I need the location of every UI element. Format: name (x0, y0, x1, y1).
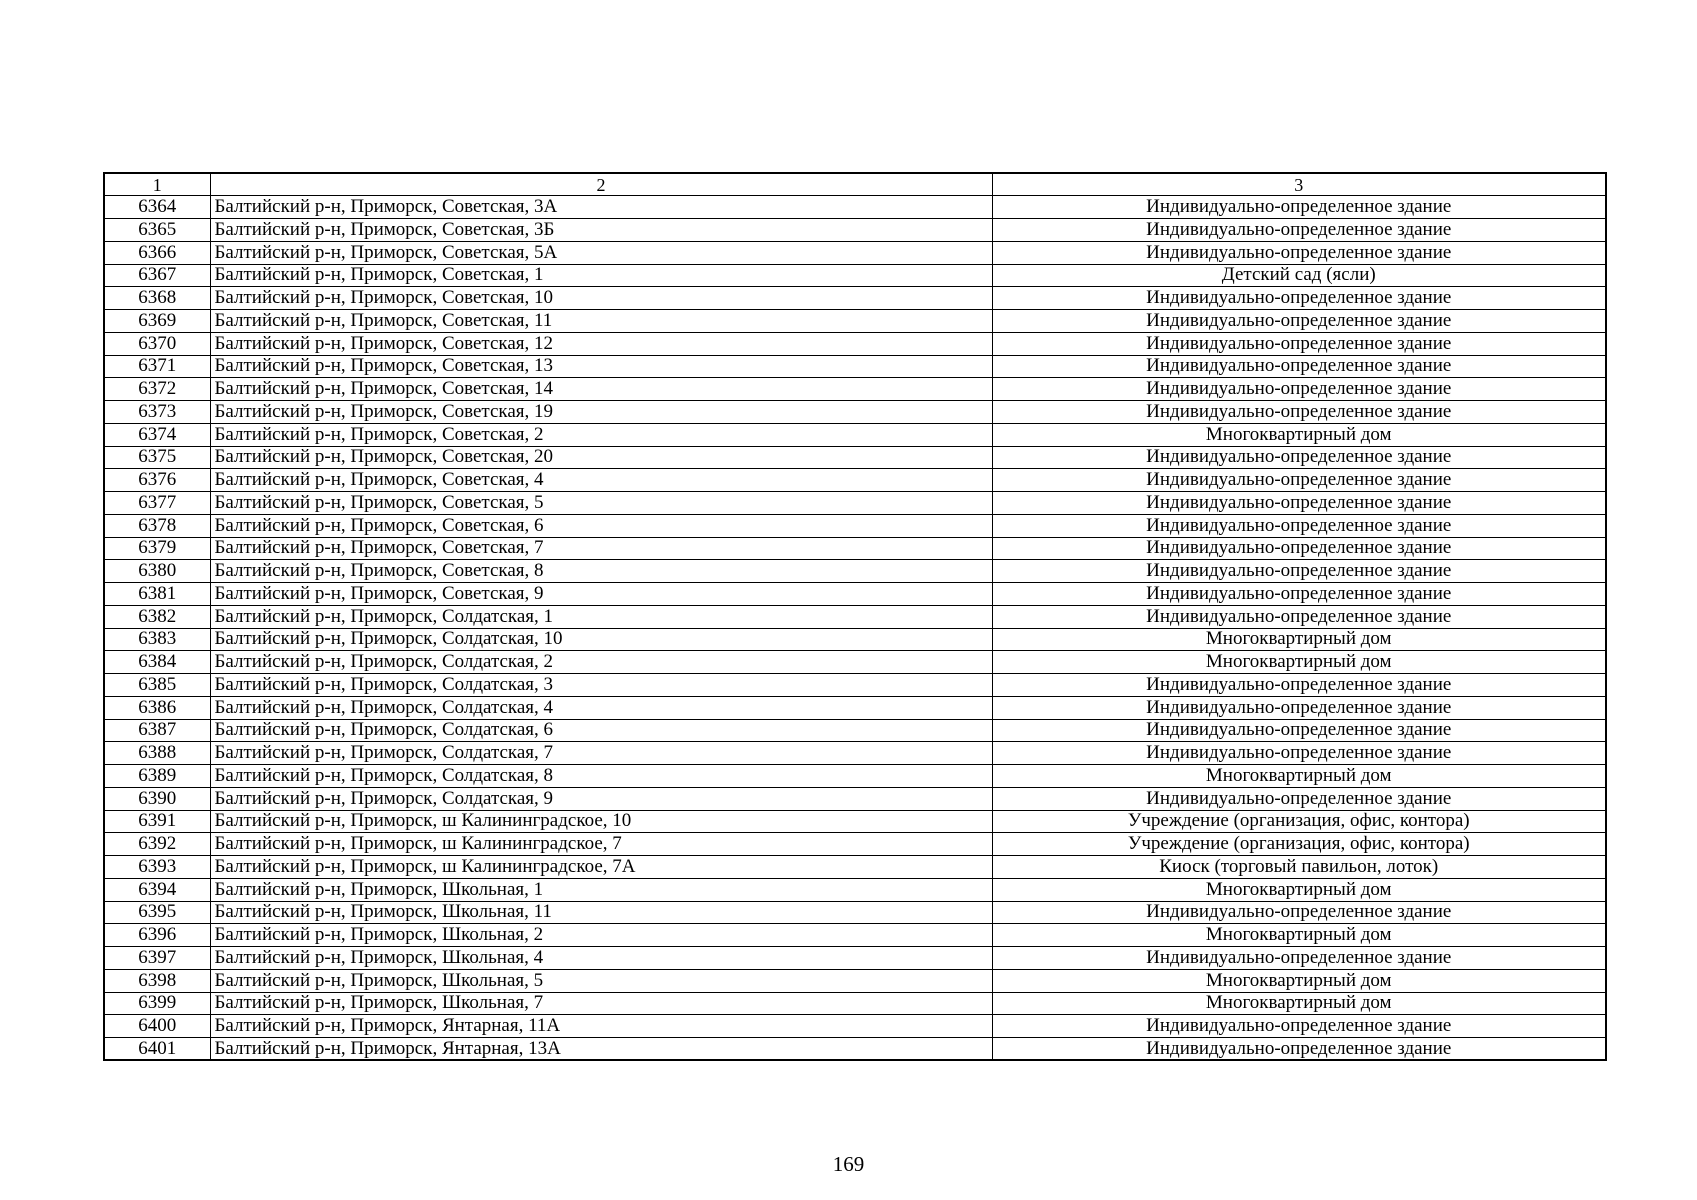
address-cell: Балтийский р-н, Приморск, Янтарная, 13А (210, 1038, 992, 1061)
table-row (104, 1015, 1606, 1038)
table-row (104, 742, 1606, 765)
object-type-cell: Индивидуально-определенное здание (992, 901, 1606, 924)
address-cell: Балтийский р-н, Приморск, Солдатская, 7 (210, 742, 992, 765)
address-cell: Балтийский р-н, Приморск, Школьная, 2 (210, 924, 992, 947)
column-header-address: 2 (210, 173, 992, 196)
object-type-cell: Индивидуально-определенное здание (992, 719, 1606, 742)
row-number-cell: 6384 (104, 651, 210, 674)
row-number-cell: 6378 (104, 514, 210, 537)
row-number-cell: 6400 (104, 1015, 210, 1038)
row-number-cell: 6396 (104, 924, 210, 947)
object-type-cell: Индивидуально-определенное здание (992, 514, 1606, 537)
object-type-cell: Индивидуально-определенное здание (992, 219, 1606, 242)
row-number-cell: 6373 (104, 401, 210, 424)
row-number-cell: 6390 (104, 787, 210, 810)
address-cell: Балтийский р-н, Приморск, ш Калининградское, 7А (210, 856, 992, 879)
object-type-cell: Индивидуально-определенное здание (992, 1015, 1606, 1038)
table-row (104, 992, 1606, 1015)
address-cell: Балтийский р-н, Приморск, Солдатская, 2 (210, 651, 992, 674)
object-type-cell: Многоквартирный дом (992, 992, 1606, 1015)
address-cell: Балтийский р-н, Приморск, Советская, 5 (210, 492, 992, 515)
address-cell: Балтийский р-н, Приморск, Советская, 11 (210, 310, 992, 333)
address-cell: Балтийский р-н, Приморск, Советская, 10 (210, 287, 992, 310)
object-type-cell: Индивидуально-определенное здание (992, 605, 1606, 628)
object-type-cell: Киоск (торговый павильон, лоток) (992, 856, 1606, 879)
object-type-cell: Детский сад (ясли) (992, 264, 1606, 287)
address-cell: Балтийский р-н, Приморск, ш Калининградское, 7 (210, 833, 992, 856)
address-cell: Балтийский р-н, Приморск, Солдатская, 8 (210, 765, 992, 788)
object-type-cell: Многоквартирный дом (992, 628, 1606, 651)
address-cell: Балтийский р-н, Приморск, Советская, 14 (210, 378, 992, 401)
address-cell: Балтийский р-н, Приморск, Советская, 8 (210, 560, 992, 583)
row-number-cell: 6370 (104, 332, 210, 355)
address-cell: Балтийский р-н, Приморск, Школьная, 4 (210, 947, 992, 970)
address-cell: Балтийский р-н, Приморск, Школьная, 7 (210, 992, 992, 1015)
address-cell: Балтийский р-н, Приморск, Советская, 9 (210, 583, 992, 606)
object-type-cell: Индивидуально-определенное здание (992, 355, 1606, 378)
address-cell: Балтийский р-н, Приморск, Советская, 13 (210, 355, 992, 378)
address-cell: Балтийский р-н, Приморск, Советская, 4 (210, 469, 992, 492)
address-cell: Балтийский р-н, Приморск, Советская, 20 (210, 446, 992, 469)
address-cell: Балтийский р-н, Приморск, Советская, 3А (210, 196, 992, 219)
table-row (104, 264, 1606, 287)
object-type-cell: Индивидуально-определенное здание (992, 492, 1606, 515)
table-header-row (104, 173, 1606, 196)
table-row (104, 628, 1606, 651)
row-number-cell: 6391 (104, 810, 210, 833)
table-row (104, 537, 1606, 560)
table-row (104, 810, 1606, 833)
table-row (104, 1038, 1606, 1061)
address-cell: Балтийский р-н, Приморск, Советская, 3Б (210, 219, 992, 242)
row-number-cell: 6368 (104, 287, 210, 310)
address-cell: Балтийский р-н, Приморск, Солдатская, 9 (210, 787, 992, 810)
table-row (104, 674, 1606, 697)
table-row (104, 583, 1606, 606)
row-number-cell: 6374 (104, 423, 210, 446)
table-row (104, 287, 1606, 310)
object-type-cell: Индивидуально-определенное здание (992, 310, 1606, 333)
object-type-cell: Индивидуально-определенное здание (992, 583, 1606, 606)
row-number-cell: 6397 (104, 947, 210, 970)
object-type-cell: Индивидуально-определенное здание (992, 469, 1606, 492)
table-row (104, 924, 1606, 947)
table-row (104, 219, 1606, 242)
table-row (104, 355, 1606, 378)
object-type-cell: Учреждение (организация, офис, контора) (992, 833, 1606, 856)
object-type-cell: Индивидуально-определенное здание (992, 537, 1606, 560)
row-number-cell: 6398 (104, 969, 210, 992)
object-type-cell: Индивидуально-определенное здание (992, 446, 1606, 469)
object-type-cell: Индивидуально-определенное здание (992, 696, 1606, 719)
row-number-cell: 6387 (104, 719, 210, 742)
address-cell: Балтийский р-н, Приморск, Солдатская, 3 (210, 674, 992, 697)
row-number-cell: 6372 (104, 378, 210, 401)
row-number-cell: 6394 (104, 878, 210, 901)
object-type-cell: Индивидуально-определенное здание (992, 196, 1606, 219)
row-number-cell: 6375 (104, 446, 210, 469)
table-row (104, 696, 1606, 719)
object-type-cell: Индивидуально-определенное здание (992, 241, 1606, 264)
row-number-cell: 6393 (104, 856, 210, 879)
address-cell: Балтийский р-н, Приморск, Советская, 2 (210, 423, 992, 446)
table-row (104, 310, 1606, 333)
object-type-cell: Учреждение (организация, офис, контора) (992, 810, 1606, 833)
object-type-cell: Индивидуально-определенное здание (992, 560, 1606, 583)
object-type-cell: Индивидуально-определенное здание (992, 947, 1606, 970)
table-row (104, 719, 1606, 742)
object-type-cell: Индивидуально-определенное здание (992, 378, 1606, 401)
address-cell: Балтийский р-н, Приморск, ш Калининградское, 10 (210, 810, 992, 833)
object-type-cell: Многоквартирный дом (992, 765, 1606, 788)
object-type-cell: Индивидуально-определенное здание (992, 332, 1606, 355)
address-cell: Балтийский р-н, Приморск, Школьная, 1 (210, 878, 992, 901)
row-number-cell: 6386 (104, 696, 210, 719)
row-number-cell: 6379 (104, 537, 210, 560)
address-cell: Балтийский р-н, Приморск, Советская, 1 (210, 264, 992, 287)
row-number-cell: 6401 (104, 1038, 210, 1061)
row-number-cell: 6367 (104, 264, 210, 287)
address-cell: Балтийский р-н, Приморск, Солдатская, 4 (210, 696, 992, 719)
address-cell: Балтийский р-н, Приморск, Советская, 12 (210, 332, 992, 355)
table-row (104, 423, 1606, 446)
row-number-cell: 6380 (104, 560, 210, 583)
table-row (104, 856, 1606, 879)
table-row (104, 969, 1606, 992)
address-cell: Балтийский р-н, Приморск, Школьная, 11 (210, 901, 992, 924)
row-number-cell: 6395 (104, 901, 210, 924)
table-row (104, 651, 1606, 674)
row-number-cell: 6383 (104, 628, 210, 651)
page-number: 169 (832, 1152, 865, 1176)
address-cell: Балтийский р-н, Приморск, Школьная, 5 (210, 969, 992, 992)
row-number-cell: 6399 (104, 992, 210, 1015)
row-number-cell: 6364 (104, 196, 210, 219)
row-number-cell: 6381 (104, 583, 210, 606)
object-type-cell: Многоквартирный дом (992, 651, 1606, 674)
address-cell: Балтийский р-н, Приморск, Советская, 6 (210, 514, 992, 537)
object-type-cell: Индивидуально-определенное здание (992, 287, 1606, 310)
row-number-cell: 6392 (104, 833, 210, 856)
table-row (104, 605, 1606, 628)
address-cell: Балтийский р-н, Приморск, Советская, 7 (210, 537, 992, 560)
address-cell: Балтийский р-н, Приморск, Советская, 5А (210, 241, 992, 264)
object-type-cell: Индивидуально-определенное здание (992, 787, 1606, 810)
object-type-cell: Индивидуально-определенное здание (992, 401, 1606, 424)
object-type-cell: Многоквартирный дом (992, 969, 1606, 992)
table-row (104, 947, 1606, 970)
row-number-cell: 6389 (104, 765, 210, 788)
row-number-cell: 6369 (104, 310, 210, 333)
object-type-cell: Индивидуально-определенное здание (992, 1038, 1606, 1061)
table-row (104, 514, 1606, 537)
table-row (104, 241, 1606, 264)
table-row (104, 401, 1606, 424)
object-type-cell: Многоквартирный дом (992, 423, 1606, 446)
table-row (104, 332, 1606, 355)
address-cell: Балтийский р-н, Приморск, Солдатская, 1 (210, 605, 992, 628)
column-header-number: 1 (104, 173, 210, 196)
row-number-cell: 6377 (104, 492, 210, 515)
table-row (104, 469, 1606, 492)
object-type-cell: Многоквартирный дом (992, 878, 1606, 901)
table-row (104, 196, 1606, 219)
table-row (104, 765, 1606, 788)
table-row (104, 446, 1606, 469)
table-row (104, 901, 1606, 924)
column-header-type: 3 (992, 173, 1606, 196)
object-type-cell: Индивидуально-определенное здание (992, 674, 1606, 697)
table-row (104, 378, 1606, 401)
row-number-cell: 6366 (104, 241, 210, 264)
table-row (104, 833, 1606, 856)
object-type-cell: Многоквартирный дом (992, 924, 1606, 947)
row-number-cell: 6371 (104, 355, 210, 378)
register-table (103, 172, 1607, 1061)
table-row (104, 492, 1606, 515)
row-number-cell: 6382 (104, 605, 210, 628)
table-row (104, 787, 1606, 810)
object-type-cell: Индивидуально-определенное здание (992, 742, 1606, 765)
address-cell: Балтийский р-н, Приморск, Солдатская, 6 (210, 719, 992, 742)
address-cell: Балтийский р-н, Приморск, Советская, 19 (210, 401, 992, 424)
table-row (104, 878, 1606, 901)
table-body (104, 196, 1606, 1061)
row-number-cell: 6365 (104, 219, 210, 242)
table-row (104, 560, 1606, 583)
row-number-cell: 6385 (104, 674, 210, 697)
address-cell: Балтийский р-н, Приморск, Солдатская, 10 (210, 628, 992, 651)
row-number-cell: 6388 (104, 742, 210, 765)
row-number-cell: 6376 (104, 469, 210, 492)
address-cell: Балтийский р-н, Приморск, Янтарная, 11А (210, 1015, 992, 1038)
